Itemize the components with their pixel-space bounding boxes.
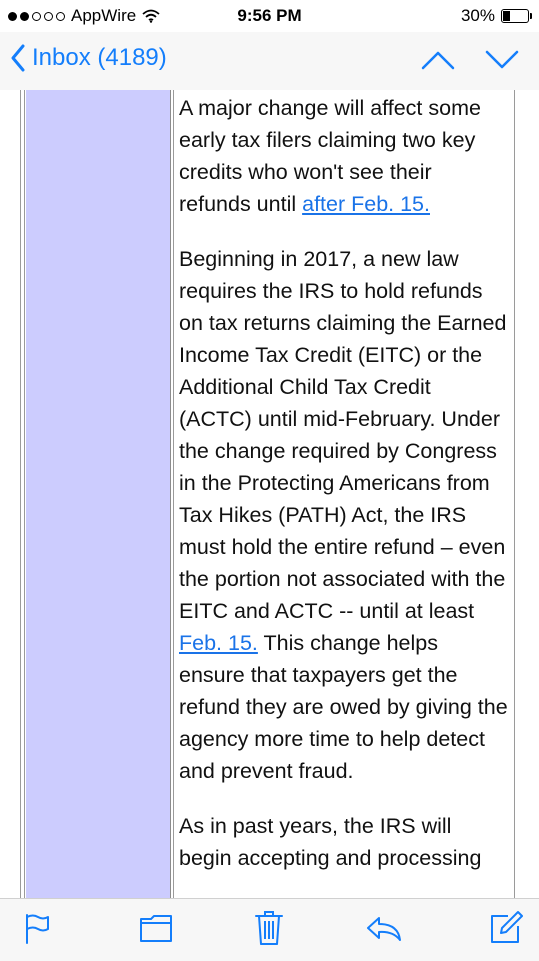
paragraph-text: This change helps ensure that taxpayers get the refund they are owed by giving the agency more time to help detect and prevent fraud.	[179, 631, 508, 783]
trash-icon[interactable]	[254, 910, 284, 946]
nav-bar	[0, 32, 539, 90]
paragraph-text: A major change will affect some early tax filers claiming two key credits who won't see their refunds until	[179, 96, 481, 216]
email-article	[179, 92, 509, 874]
compose-icon[interactable]	[488, 910, 524, 946]
email-side-panel	[26, 90, 171, 898]
table-border	[173, 90, 174, 898]
table-border	[514, 90, 515, 898]
paragraph-text: As in past years, the IRS will begin accepting and processing	[179, 814, 482, 870]
message-navigation	[421, 50, 519, 70]
back-to-inbox-button[interactable]	[10, 44, 167, 72]
reply-icon[interactable]	[366, 916, 402, 942]
chevron-left-icon	[10, 44, 26, 72]
battery-percent: 30%	[460, 6, 495, 25]
next-message-icon[interactable]	[485, 50, 519, 70]
status-bar	[0, 0, 539, 32]
table-border	[20, 90, 21, 898]
table-border	[24, 90, 25, 898]
bottom-toolbar	[0, 898, 539, 961]
paragraph	[179, 92, 509, 220]
paragraph-text: Beginning in 2017, a new law requires the IRS to hold refunds on tax returns claiming the Earned Income Tax Credit (EITC) or the Additional Child Tax Credit (ACTC) until mid-February. Under the change required by Congress in the Protecting Americans from Tax Hikes (PATH) Act, the IRS must hold the entire refund – even the portion not associated with the EITC and ACTC -- until at least	[179, 247, 507, 623]
email-body[interactable]	[0, 90, 539, 898]
back-button-label: Inbox (4189)	[32, 44, 167, 71]
status-right	[461, 6, 529, 26]
status-time: 9:56 PM	[237, 6, 302, 25]
carrier-name: AppWire	[71, 6, 137, 25]
after-feb-15-link[interactable]: after Feb. 15.	[302, 192, 430, 216]
folder-icon[interactable]	[139, 913, 173, 943]
battery-fill	[503, 11, 510, 21]
battery-icon	[501, 9, 529, 23]
paragraph	[179, 243, 509, 787]
paragraph	[179, 810, 509, 874]
feb-15-link[interactable]: Feb. 15.	[179, 631, 258, 655]
flag-icon[interactable]	[24, 913, 50, 945]
previous-message-icon[interactable]	[421, 50, 455, 70]
